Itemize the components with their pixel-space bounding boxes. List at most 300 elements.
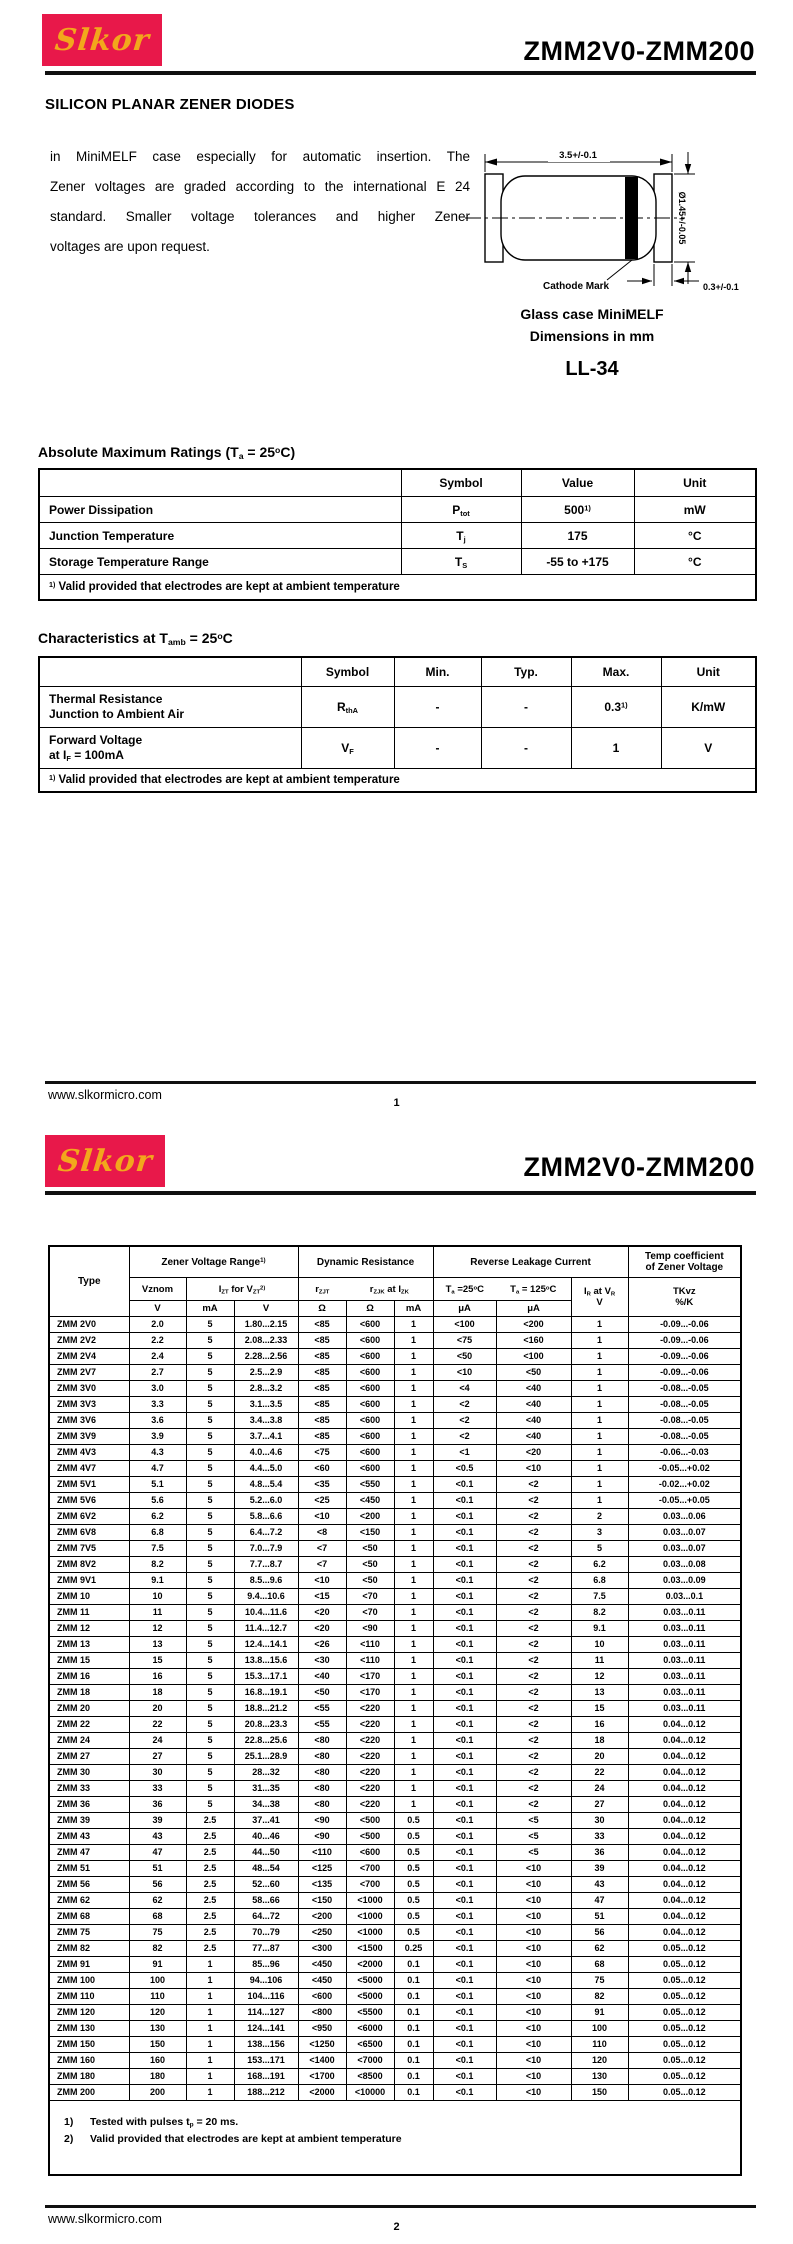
zmm-value-cell: <150: [298, 1893, 346, 1909]
zmm-value-cell: 33: [129, 1781, 186, 1797]
zmm-value-cell: 5: [186, 1349, 234, 1365]
footer-rule: [45, 1081, 756, 1084]
zmm-value-cell: <2: [496, 1717, 571, 1733]
param-cell: Forward Voltage at $I_F = 100mA$: [39, 728, 301, 769]
zmm-value-cell: 27: [129, 1749, 186, 1765]
zmm-value-cell: 3.1...3.5: [234, 1397, 298, 1413]
zmm-value-cell: <0.1: [433, 1621, 496, 1637]
symbol-header: Symbol: [401, 469, 521, 497]
zmm-value-cell: 94...106: [234, 1973, 298, 1989]
zmm-value-cell: 58...66: [234, 1893, 298, 1909]
unit-v: V: [234, 1301, 298, 1317]
zmm-value-cell: <50: [433, 1349, 496, 1365]
zmm-type-cell: ZMM 180: [49, 2069, 129, 2085]
zmm-value-cell: 5: [186, 1429, 234, 1445]
zmm-value-cell: 0.1: [394, 1989, 433, 2005]
zmm-value-cell: 0.5: [394, 1845, 433, 1861]
zmm-value-cell: 114...127: [234, 2005, 298, 2021]
zmm-value-cell: <10: [496, 2053, 571, 2069]
zmm-value-cell: 5: [186, 1621, 234, 1637]
zmm-value-cell: 68: [571, 1957, 628, 1973]
zmm-type-cell: ZMM 2V2: [49, 1333, 129, 1349]
zmm-value-cell: 5: [186, 1445, 234, 1461]
zmm-row: [49, 1669, 741, 1685]
zmm-type-cell: ZMM 75: [49, 1925, 129, 1941]
zmm-value-cell: 1: [394, 1605, 433, 1621]
zmm-row: [49, 1733, 741, 1749]
zmm-type-cell: ZMM 62: [49, 1893, 129, 1909]
characteristics-table: [38, 656, 757, 793]
description-line: in MiniMELF case especially for automatic insertion. The: [50, 149, 470, 164]
zmm-value-cell: 39: [129, 1813, 186, 1829]
symbol-cell: $R_{thA}$: [301, 687, 394, 728]
zmm-value-cell: 82: [571, 1989, 628, 2005]
footnote-row: [39, 575, 756, 601]
zmm-value-cell: 3.0: [129, 1381, 186, 1397]
zmm-value-cell: 1: [186, 2037, 234, 2053]
zmm-row: [49, 2037, 741, 2053]
zmm-value-cell: 30: [571, 1813, 628, 1829]
zmm-row: [49, 1381, 741, 1397]
zmm-value-cell: <55: [298, 1701, 346, 1717]
zmm-type-cell: ZMM 43: [49, 1829, 129, 1845]
zmm-value-cell: <10: [496, 1461, 571, 1477]
zmm-value-cell: <150: [346, 1525, 394, 1541]
abs-max-heading: Absolute Maximum Ratings $(T_a = 25^oC)$: [38, 444, 296, 462]
zmm-value-cell: 180: [129, 2069, 186, 2085]
page-number: 2: [393, 2221, 400, 2233]
big-table-footnote-row: [49, 2101, 741, 2176]
zmm-value-cell: <220: [346, 1701, 394, 1717]
param-cell: Junction Temperature: [39, 523, 401, 549]
zmm-value-cell: 0.03...0.11: [628, 1637, 741, 1653]
zmm-value-cell: 1: [394, 1557, 433, 1573]
zmm-value-cell: 0.03...0.11: [628, 1621, 741, 1637]
zmm-value-cell: 5: [186, 1493, 234, 1509]
zmm-value-cell: <0.1: [433, 1893, 496, 1909]
unit-ohm: Ω: [346, 1301, 394, 1317]
zmm-value-cell: 1: [394, 1701, 433, 1717]
zmm-value-cell: <0.1: [433, 1653, 496, 1669]
zmm-value-cell: <7: [298, 1541, 346, 1557]
zmm-value-cell: <220: [346, 1717, 394, 1733]
zmm-value-cell: <80: [298, 1733, 346, 1749]
zmm-value-cell: 39: [571, 1861, 628, 1877]
zmm-value-cell: 11: [571, 1653, 628, 1669]
zmm-value-cell: 0.5: [394, 1813, 433, 1829]
zmm-value-cell: <0.1: [433, 1477, 496, 1493]
zmm-value-cell: <0.1: [433, 1765, 496, 1781]
zmm-value-cell: 5: [186, 1701, 234, 1717]
zmm-value-cell: 1.80...2.15: [234, 1317, 298, 1333]
zmm-value-cell: <0.1: [433, 1861, 496, 1877]
zmm-value-cell: 1: [186, 2053, 234, 2069]
zmm-value-cell: 18: [571, 1733, 628, 1749]
zmm-value-cell: -0.06...-0.03: [628, 1445, 741, 1461]
package-drawing: [455, 96, 790, 296]
diameter-dim-label: Ø1.45+/-0.05: [677, 191, 687, 245]
zmm-value-cell: 0.03...0.11: [628, 1685, 741, 1701]
zmm-value-cell: 0.05...0.12: [628, 2053, 741, 2069]
zmm-value-cell: <85: [298, 1413, 346, 1429]
zmm-value-cell: 15: [571, 1701, 628, 1717]
zmm-value-cell: <0.1: [433, 1493, 496, 1509]
abs-max-footnote: $^{1)}$ Valid provided that electrodes are kept at ambient temperature: [39, 575, 756, 601]
zmm-value-cell: <300: [298, 1941, 346, 1957]
zmm-value-cell: -0.09...-0.06: [628, 1349, 741, 1365]
value-cell: 175: [521, 523, 634, 549]
zmm-value-cell: 1: [394, 1589, 433, 1605]
value-cell: 500$^{1)}$: [521, 497, 634, 523]
zmm-row: [49, 2053, 741, 2069]
website-link[interactable]: www.slkormicro.com: [48, 2212, 162, 2226]
zmm-value-cell: 24: [571, 1781, 628, 1797]
zmm-type-cell: ZMM 24: [49, 1733, 129, 1749]
zmm-value-cell: 5: [186, 1669, 234, 1685]
package-caption-2: Dimensions in mm: [529, 328, 655, 344]
zmm-value-cell: 124...141: [234, 2021, 298, 2037]
zmm-value-cell: 5: [186, 1685, 234, 1701]
table-row: [39, 497, 756, 523]
zmm-value-cell: <1000: [346, 1893, 394, 1909]
zmm-value-cell: <5000: [346, 1989, 394, 2005]
zmm-value-cell: 3.4...3.8: [234, 1413, 298, 1429]
zmm-value-cell: <10: [433, 1365, 496, 1381]
zmm-value-cell: <950: [298, 2021, 346, 2037]
zmm-value-cell: 5: [186, 1589, 234, 1605]
zmm-row: [49, 1509, 741, 1525]
zmm-value-cell: <0.1: [433, 1557, 496, 1573]
zmm-value-cell: <2: [496, 1621, 571, 1637]
zmm-row: [49, 1605, 741, 1621]
zmm-type-cell: ZMM 68: [49, 1909, 129, 1925]
zmm-value-cell: <0.1: [433, 1845, 496, 1861]
zmm-value-cell: 75: [129, 1925, 186, 1941]
zmm-value-cell: -0.09...-0.06: [628, 1365, 741, 1381]
zmm-value-cell: 0.03...0.11: [628, 1653, 741, 1669]
zmm-value-cell: <70: [346, 1589, 394, 1605]
zmm-value-cell: 18.8...21.2: [234, 1701, 298, 1717]
zmm-value-cell: <0.1: [433, 2069, 496, 2085]
zmm-type-cell: ZMM 91: [49, 1957, 129, 1973]
zmm-value-cell: 13.8...15.6: [234, 1653, 298, 1669]
zmm-value-cell: 1: [186, 1973, 234, 1989]
zmm-type-cell: ZMM 33: [49, 1781, 129, 1797]
zmm-value-cell: <2: [496, 1653, 571, 1669]
zmm-value-cell: 8.2: [129, 1557, 186, 1573]
zmm-value-cell: <1500: [346, 1941, 394, 1957]
min-cell: -: [394, 687, 481, 728]
zmm-value-cell: 1: [394, 1781, 433, 1797]
zmm-value-cell: 1: [394, 1349, 433, 1365]
zmm-value-cell: <1000: [346, 1909, 394, 1925]
subhead-dynamic: [298, 1278, 433, 1301]
zmm-value-cell: 0.04...0.12: [628, 1765, 741, 1781]
zmm-value-cell: 2: [571, 1509, 628, 1525]
zmm-value-cell: 0.05...0.12: [628, 1957, 741, 1973]
characteristics-header-row: [39, 657, 756, 687]
zmm-type-cell: ZMM 5V6: [49, 1493, 129, 1509]
zmm-value-cell: <200: [298, 1909, 346, 1925]
max-header: Max.: [571, 657, 661, 687]
zmm-value-cell: <5: [496, 1845, 571, 1861]
zmm-value-cell: 2.5: [186, 1861, 234, 1877]
zmm-value-cell: <10: [496, 2085, 571, 2101]
zmm-value-cell: <0.1: [433, 1973, 496, 1989]
zmm-value-cell: 47: [571, 1893, 628, 1909]
col-group-temp: Temp coefficient of Zener Voltage: [628, 1246, 741, 1278]
zmm-value-cell: 0.03...0.08: [628, 1557, 741, 1573]
zmm-value-cell: <10: [496, 1973, 571, 1989]
zmm-value-cell: <600: [346, 1317, 394, 1333]
zmm-value-cell: <0.1: [433, 1909, 496, 1925]
zmm-value-cell: 1: [571, 1333, 628, 1349]
description-line: voltages are upon request.: [50, 239, 210, 254]
zmm-value-cell: 0.5: [394, 1877, 433, 1893]
zmm-value-cell: 150: [129, 2037, 186, 2053]
zmm-value-cell: <170: [346, 1669, 394, 1685]
page-title: ZMM2V0-ZMM200: [523, 1152, 755, 1182]
zmm-value-cell: 4.3: [129, 1445, 186, 1461]
zmm-value-cell: <600: [346, 1413, 394, 1429]
zmm-value-cell: 20: [129, 1701, 186, 1717]
zmm-value-cell: <600: [346, 1461, 394, 1477]
zmm-row: [49, 1653, 741, 1669]
min-header: Min.: [394, 657, 481, 687]
abs-max-header-row: [39, 469, 756, 497]
zmm-value-cell: 5: [186, 1605, 234, 1621]
description-paragraph: [50, 142, 470, 262]
zmm-value-cell: 0.5: [394, 1909, 433, 1925]
zmm-value-cell: 120: [129, 2005, 186, 2021]
zmm-value-cell: 0.5: [394, 1925, 433, 1941]
zmm-value-cell: 1: [571, 1461, 628, 1477]
zmm-value-cell: 3: [571, 1525, 628, 1541]
zmm-value-cell: <0.1: [433, 1589, 496, 1605]
zmm-row: [49, 1957, 741, 1973]
zmm-value-cell: <50: [346, 1557, 394, 1573]
zmm-value-cell: 0.04...0.12: [628, 1909, 741, 1925]
zmm-type-cell: ZMM 82: [49, 1941, 129, 1957]
zmm-value-cell: <10: [496, 1861, 571, 1877]
zmm-value-cell: 62: [571, 1941, 628, 1957]
zmm-value-cell: <7000: [346, 2053, 394, 2069]
zmm-value-cell: 110: [129, 1989, 186, 2005]
zmm-value-cell: 0.1: [394, 2085, 433, 2101]
zmm-value-cell: 6.2: [571, 1557, 628, 1573]
zmm-value-cell: 2.7: [129, 1365, 186, 1381]
zmm-value-cell: 1: [571, 1317, 628, 1333]
zmm-value-cell: <0.1: [433, 1637, 496, 1653]
page-number: 1: [393, 1097, 400, 1109]
zmm-value-cell: 100: [571, 2021, 628, 2037]
zmm-value-cell: 12.4...14.1: [234, 1637, 298, 1653]
value-header: Value: [521, 469, 634, 497]
zmm-value-cell: <125: [298, 1861, 346, 1877]
zmm-value-cell: 2.5...2.9: [234, 1365, 298, 1381]
zmm-value-cell: <75: [298, 1445, 346, 1461]
zmm-value-cell: <50: [346, 1573, 394, 1589]
zmm-value-cell: <600: [346, 1397, 394, 1413]
zmm-value-cell: 0.04...0.12: [628, 1925, 741, 1941]
zmm-value-cell: 1: [394, 1445, 433, 1461]
footer-rule: [45, 2205, 756, 2208]
zmm-value-cell: <220: [346, 1749, 394, 1765]
zmm-value-cell: <220: [346, 1781, 394, 1797]
zmm-value-cell: 24: [129, 1733, 186, 1749]
zmm-value-cell: <700: [346, 1877, 394, 1893]
value-cell: -55 to +175: [521, 549, 634, 575]
zmm-row: [49, 1941, 741, 1957]
zmm-row: [49, 1973, 741, 1989]
zmm-value-cell: -0.09...-0.06: [628, 1317, 741, 1333]
zmm-value-cell: 4.4...5.0: [234, 1461, 298, 1477]
zmm-value-cell: 0.1: [394, 1973, 433, 1989]
zmm-value-cell: 75: [571, 1973, 628, 1989]
zmm-value-cell: 3.6: [129, 1413, 186, 1429]
zmm-value-cell: 5.1: [129, 1477, 186, 1493]
unit-ua: μA: [496, 1301, 571, 1317]
zmm-value-cell: <10: [496, 2037, 571, 2053]
zmm-value-cell: 5.2...6.0: [234, 1493, 298, 1509]
zmm-value-cell: 36: [571, 1845, 628, 1861]
zmm-value-cell: -0.02...+0.02: [628, 1477, 741, 1493]
zmm-value-cell: <80: [298, 1765, 346, 1781]
col-group-zener: Zener Voltage Range$^{1)}$: [129, 1246, 298, 1278]
zmm-value-cell: <85: [298, 1397, 346, 1413]
zmm-value-cell: <0.1: [433, 2021, 496, 2037]
zmm-value-cell: 5: [186, 1397, 234, 1413]
subhead-tkvz: TKvz %/K: [628, 1278, 741, 1317]
case-name: LL-34: [565, 358, 619, 380]
zmm-value-cell: 1: [186, 1989, 234, 2005]
zmm-value-cell: -0.08...-0.05: [628, 1381, 741, 1397]
zmm-value-cell: 1: [571, 1493, 628, 1509]
zmm-type-cell: ZMM 10: [49, 1589, 129, 1605]
zmm-value-cell: 13: [571, 1685, 628, 1701]
zmm-value-cell: <110: [346, 1653, 394, 1669]
zmm-value-cell: -0.08...-0.05: [628, 1429, 741, 1445]
zmm-type-cell: ZMM 56: [49, 1877, 129, 1893]
zmm-value-cell: 85...96: [234, 1957, 298, 1973]
zmm-type-cell: ZMM 100: [49, 1973, 129, 1989]
unit-v: V: [129, 1301, 186, 1317]
zmm-value-cell: 0.03...0.06: [628, 1509, 741, 1525]
zmm-value-cell: 0.03...0.1: [628, 1589, 741, 1605]
zmm-value-cell: 130: [571, 2069, 628, 2085]
zmm-row: [49, 1685, 741, 1701]
zmm-value-cell: 160: [129, 2053, 186, 2069]
website-link[interactable]: www.slkormicro.com: [48, 1088, 162, 1102]
zmm-value-cell: 1: [394, 1749, 433, 1765]
zmm-type-cell: ZMM 120: [49, 2005, 129, 2021]
zmm-value-cell: 8.2: [571, 1605, 628, 1621]
zmm-value-cell: 5: [186, 1637, 234, 1653]
zmm-value-cell: 0.1: [394, 2021, 433, 2037]
zmm-value-cell: <700: [346, 1861, 394, 1877]
zmm-value-cell: <50: [298, 1685, 346, 1701]
zmm-value-cell: 10: [571, 1637, 628, 1653]
zmm-value-cell: 4.8...5.4: [234, 1477, 298, 1493]
zmm-value-cell: 91: [129, 1957, 186, 1973]
zmm-value-cell: 6.4...7.2: [234, 1525, 298, 1541]
zmm-value-cell: 2.5: [186, 1925, 234, 1941]
zmm-value-cell: <2: [496, 1589, 571, 1605]
zmm-value-cell: <10: [496, 2069, 571, 2085]
zmm-value-cell: <5: [496, 1829, 571, 1845]
zmm-value-cell: 1: [394, 1669, 433, 1685]
zmm-value-cell: 82: [129, 1941, 186, 1957]
zmm-value-cell: 0.03...0.11: [628, 1605, 741, 1621]
subhead-ta: [433, 1278, 571, 1301]
zmm-type-cell: ZMM 130: [49, 2021, 129, 2037]
zmm-value-cell: 1: [186, 2085, 234, 2101]
blank-header-cell: [39, 657, 301, 687]
zmm-row: [49, 1461, 741, 1477]
zmm-value-cell: <800: [298, 2005, 346, 2021]
zmm-value-cell: <600: [298, 1989, 346, 2005]
zmm-value-cell: 0.03...0.09: [628, 1573, 741, 1589]
zmm-value-cell: 2.0: [129, 1317, 186, 1333]
zmm-value-cell: <2: [496, 1781, 571, 1797]
zmm-value-cell: 0.04...0.12: [628, 1717, 741, 1733]
zmm-value-cell: 5: [186, 1797, 234, 1813]
zmm-value-cell: 56: [571, 1925, 628, 1941]
zmm-row: [49, 1349, 741, 1365]
zmm-value-cell: 1: [571, 1429, 628, 1445]
zmm-value-cell: <50: [346, 1541, 394, 1557]
zmm-value-cell: <20: [298, 1605, 346, 1621]
zmm-value-cell: 5: [186, 1461, 234, 1477]
zmm-value-cell: <80: [298, 1781, 346, 1797]
zmm-value-cell: 1: [571, 1365, 628, 1381]
zmm-row: [49, 1717, 741, 1733]
zmm-value-cell: 13: [129, 1637, 186, 1653]
zmm-type-cell: ZMM 30: [49, 1765, 129, 1781]
zmm-value-cell: 7.5: [129, 1541, 186, 1557]
zmm-value-cell: 1: [394, 1509, 433, 1525]
zmm-type-cell: ZMM 39: [49, 1813, 129, 1829]
unit-ma: mA: [186, 1301, 234, 1317]
zmm-value-cell: 5: [186, 1509, 234, 1525]
zmm-row: [49, 1797, 741, 1813]
zmm-value-cell: 0.1: [394, 2053, 433, 2069]
zmm-value-cell: <160: [496, 1333, 571, 1349]
zmm-value-cell: <85: [298, 1349, 346, 1365]
zmm-row: [49, 1749, 741, 1765]
zmm-value-cell: 25.1...28.9: [234, 1749, 298, 1765]
zmm-type-cell: ZMM 9V1: [49, 1573, 129, 1589]
zmm-value-cell: 5: [186, 1333, 234, 1349]
zmm-row: [49, 1317, 741, 1333]
zmm-value-cell: 0.04...0.12: [628, 1845, 741, 1861]
zmm-value-cell: 68: [129, 1909, 186, 1925]
zmm-value-cell: <70: [346, 1605, 394, 1621]
zmm-value-cell: <600: [346, 1429, 394, 1445]
zmm-value-cell: <2: [496, 1797, 571, 1813]
symbol-cell: $V_F$: [301, 728, 394, 769]
band-dim-label: 0.3+/-0.1: [703, 282, 739, 292]
zmm-value-cell: 0.04...0.12: [628, 1861, 741, 1877]
zmm-value-cell: 22.8...25.6: [234, 1733, 298, 1749]
zmm-value-cell: 1: [394, 1621, 433, 1637]
header-rule: [45, 71, 756, 75]
zmm-value-cell: 0.1: [394, 1957, 433, 1973]
zmm-value-cell: <90: [298, 1813, 346, 1829]
zmm-value-cell: 0.1: [394, 2037, 433, 2053]
page-title: ZMM2V0-ZMM200: [523, 36, 755, 66]
zmm-value-cell: <10: [496, 1925, 571, 1941]
